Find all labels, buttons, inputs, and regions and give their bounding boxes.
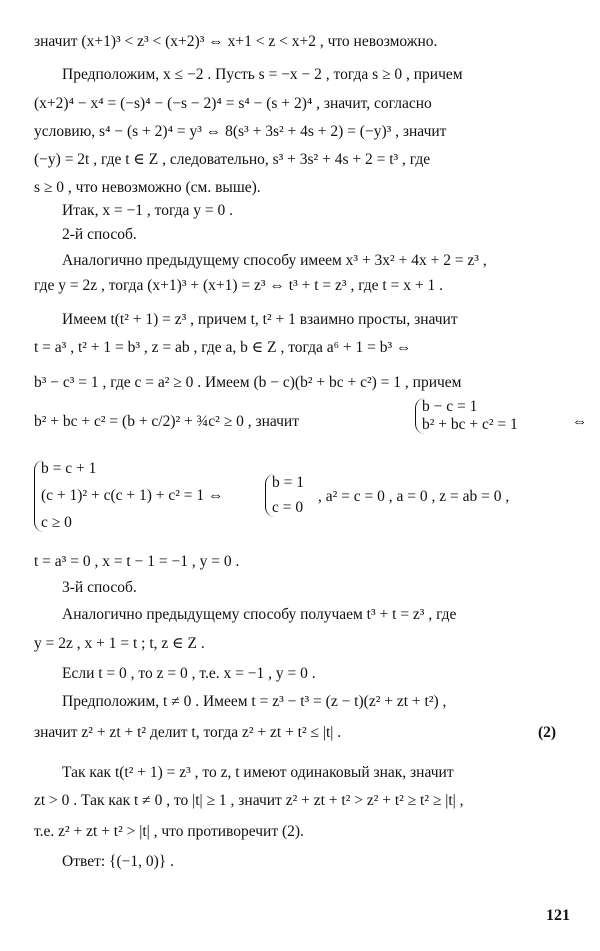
line-22: Если t = 0 , то z = 0 , т.е. x = −1 , y = 0 . xyxy=(62,665,316,682)
line-1: значит (x+1)³ < z³ < (x+2)³ ⇔ x+1 < z < x+2 , что невозможно. xyxy=(34,33,438,50)
line-18: t = a³ = 0 , x = t − 1 = −1 , y = 0 . xyxy=(34,553,240,570)
equation-tag: (2) xyxy=(538,724,557,741)
line-4: условию, s⁴ − (s + 2)⁴ = y³ ⇔ 8(s³ + 3s² + 4s + 2) = (−y)³ , значит xyxy=(34,123,447,140)
line-21: y = 2z , x + 1 = t ; t, z ∈ Z . xyxy=(34,635,205,652)
line-7: Итак, x = −1 , тогда y = 0 . xyxy=(62,202,233,219)
line-23: Предположим, t ≠ 0 . Имеем t = z³ − t³ = (z − t)(z² + zt + t²) , xyxy=(62,693,447,710)
system-of-equations-1 xyxy=(415,398,518,434)
system-of-equations-2 xyxy=(34,460,224,532)
line-10: где y = 2z , тогда (x+1)³ + (x+1) = z³ ⇔ t³ + t = z³ , где t = x + 1 . xyxy=(34,277,443,294)
system-of-equations-3 xyxy=(265,474,304,517)
system-2-eq-3: c ≥ 0 xyxy=(41,514,72,531)
line-27: т.е. z² + zt + t² > |t| , что противоречит (2). xyxy=(34,823,304,840)
line-26: zt > 0 . Так как t ≠ 0 , то |t| ≥ 1 , значит z² + zt + t² > z² + t² ≥ t² ≥ |t| , xyxy=(34,792,464,809)
line-2: Предположим, x ≤ −2 . Пусть s = −x − 2 , тогда s ≥ 0 , причем xyxy=(62,66,463,83)
line-6: s ≥ 0 , что невозможно (см. выше). xyxy=(34,179,261,196)
system-1-eq-1: b − c = 1 xyxy=(422,398,478,415)
system-2-eq-2: (c + 1)² + c(c + 1) + c² = 1 ⇔ xyxy=(41,487,224,504)
page-number: 121 xyxy=(546,907,570,924)
system-1-eq-2: b² + bc + c² = 1 xyxy=(422,416,518,433)
line-24: значит z² + zt + t² делит t, тогда z² + zt + t² ≤ |t| . xyxy=(34,724,342,741)
line-14: b² + bc + c² = (b + c/2)² + ¾c² ≥ 0 , значит xyxy=(34,413,299,430)
section-heading-3: 3-й способ. xyxy=(62,579,137,596)
section-heading-2: 2-й способ. xyxy=(62,226,137,243)
system-3-eq-1: b = 1 xyxy=(272,474,304,491)
line-5: (−y) = 2t , где t ∈ Z , следовательно, s³ + 3s² + 4s + 2 = t³ , где xyxy=(34,151,431,168)
line-20: Аналогично предыдущему способу получаем t³ + t = z³ , где xyxy=(62,606,457,623)
system-3-continuation: , a² = c = 0 , a = 0 , z = ab = 0 , xyxy=(318,488,510,505)
line-3: (x+2)⁴ − x⁴ = (−s)⁴ − (−s − 2)⁴ = s⁴ − (s + 2)⁴ , значит, согласно xyxy=(34,95,432,112)
answer-line: Ответ: {(−1, 0)} . xyxy=(62,853,174,870)
equivalence-symbol: ⇔ xyxy=(572,413,588,430)
line-9: Аналогично предыдущему способу имеем x³ + 3x² + 4x + 2 = z³ , xyxy=(62,252,487,269)
line-13: b³ − c³ = 1 , где c = a² ≥ 0 . Имеем (b − c)(b² + bc + c²) = 1 , причем xyxy=(34,374,462,391)
system-3-eq-2: c = 0 xyxy=(272,499,304,516)
line-11: Имеем t(t² + 1) = z³ , причем t, t² + 1 взаимно просты, значит xyxy=(62,311,458,328)
line-25: Так как t(t² + 1) = z³ , то z, t имеют одинаковый знак, значит xyxy=(62,764,454,781)
system-2-eq-1: b = c + 1 xyxy=(41,460,97,477)
line-12: t = a³ , t² + 1 = b³ , z = ab , где a, b ∈ Z , тогда a⁶ + 1 = b³ ⇔ xyxy=(34,339,412,356)
